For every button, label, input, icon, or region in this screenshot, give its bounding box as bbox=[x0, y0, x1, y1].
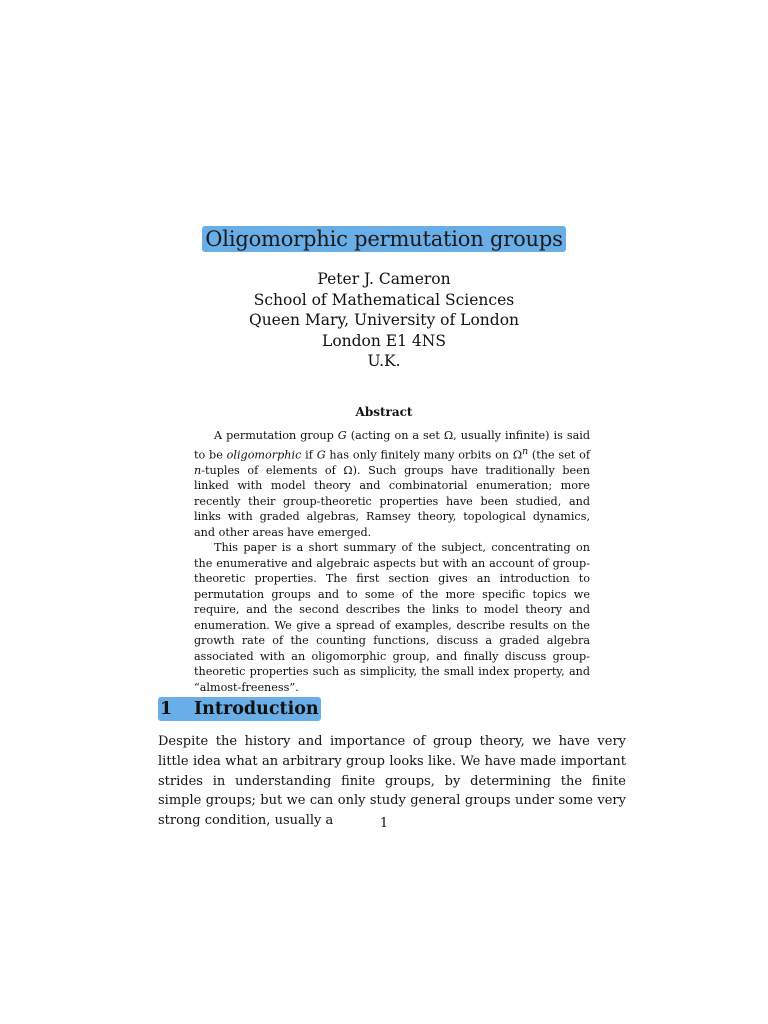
math-superscript: n bbox=[522, 445, 529, 457]
author-name: Peter J. Cameron bbox=[317, 270, 451, 288]
math-symbol: n bbox=[194, 463, 202, 477]
paper-title[interactable]: Oligomorphic permutation groups bbox=[202, 226, 565, 252]
math-symbol: G bbox=[316, 448, 326, 462]
section-number: 1 bbox=[160, 699, 173, 719]
author-block bbox=[0, 269, 768, 372]
section-title: Introduction bbox=[194, 699, 319, 719]
abstract-text: A permutation group bbox=[214, 429, 338, 442]
section-heading[interactable] bbox=[158, 697, 321, 721]
abstract-body bbox=[194, 428, 590, 695]
abstract-text: (acting on a set Ω, usually infinite) is said to be bbox=[194, 429, 590, 462]
page-number: 1 bbox=[379, 816, 389, 831]
affiliation-line: School of Mathematical Sciences bbox=[253, 290, 515, 309]
math-symbol: G bbox=[337, 429, 347, 442]
title-block bbox=[0, 226, 768, 252]
abstract-paragraph-1 bbox=[194, 428, 590, 540]
affiliation-line: Queen Mary, University of London bbox=[248, 311, 520, 330]
section-paragraph: Despite the history and importance of group theory, we have very little idea what an arbitrary group looks like. We have made important strides in understanding finite groups, by determining the finite simple groups; but we can only study general groups under some very strong condition, usually a bbox=[158, 734, 626, 829]
abstract-text: (the set of bbox=[528, 448, 590, 462]
affiliation-line: London E1 4NS bbox=[322, 331, 446, 350]
abstract-text: has only finitely many orbits on Ω bbox=[325, 448, 523, 462]
abstract-text: if bbox=[301, 448, 317, 462]
emphasis-term: oligomorphic bbox=[226, 448, 302, 462]
abstract-paragraph-2: This paper is a short summary of the subject, concentrating on the enumerative and algebraic aspects but with an account of group-theoretic properties. The first section gives an introduction to permutation groups and to some of the more specific topics we require, and the second describes the links to model theory and enumeration. We give a spread of examples, describe results on the growth rate of the counting functions, discuss a graded algebra associated with an oligomorphic group, and finally discuss group-theoretic properties such as simplicity, the small index property, and “almost-freeness”. bbox=[194, 541, 590, 694]
affiliation-line: U.K. bbox=[367, 352, 401, 371]
abstract-heading: Abstract bbox=[355, 405, 413, 419]
abstract-text: -tuples of elements of Ω). Such groups have traditionally been linked with model theory and combinatorial enumeration; more recently their group-theoretic properties have been studied, and links with graded algebras, Ramsey theory, topological dynamics, and other areas have emerged. bbox=[194, 463, 590, 539]
